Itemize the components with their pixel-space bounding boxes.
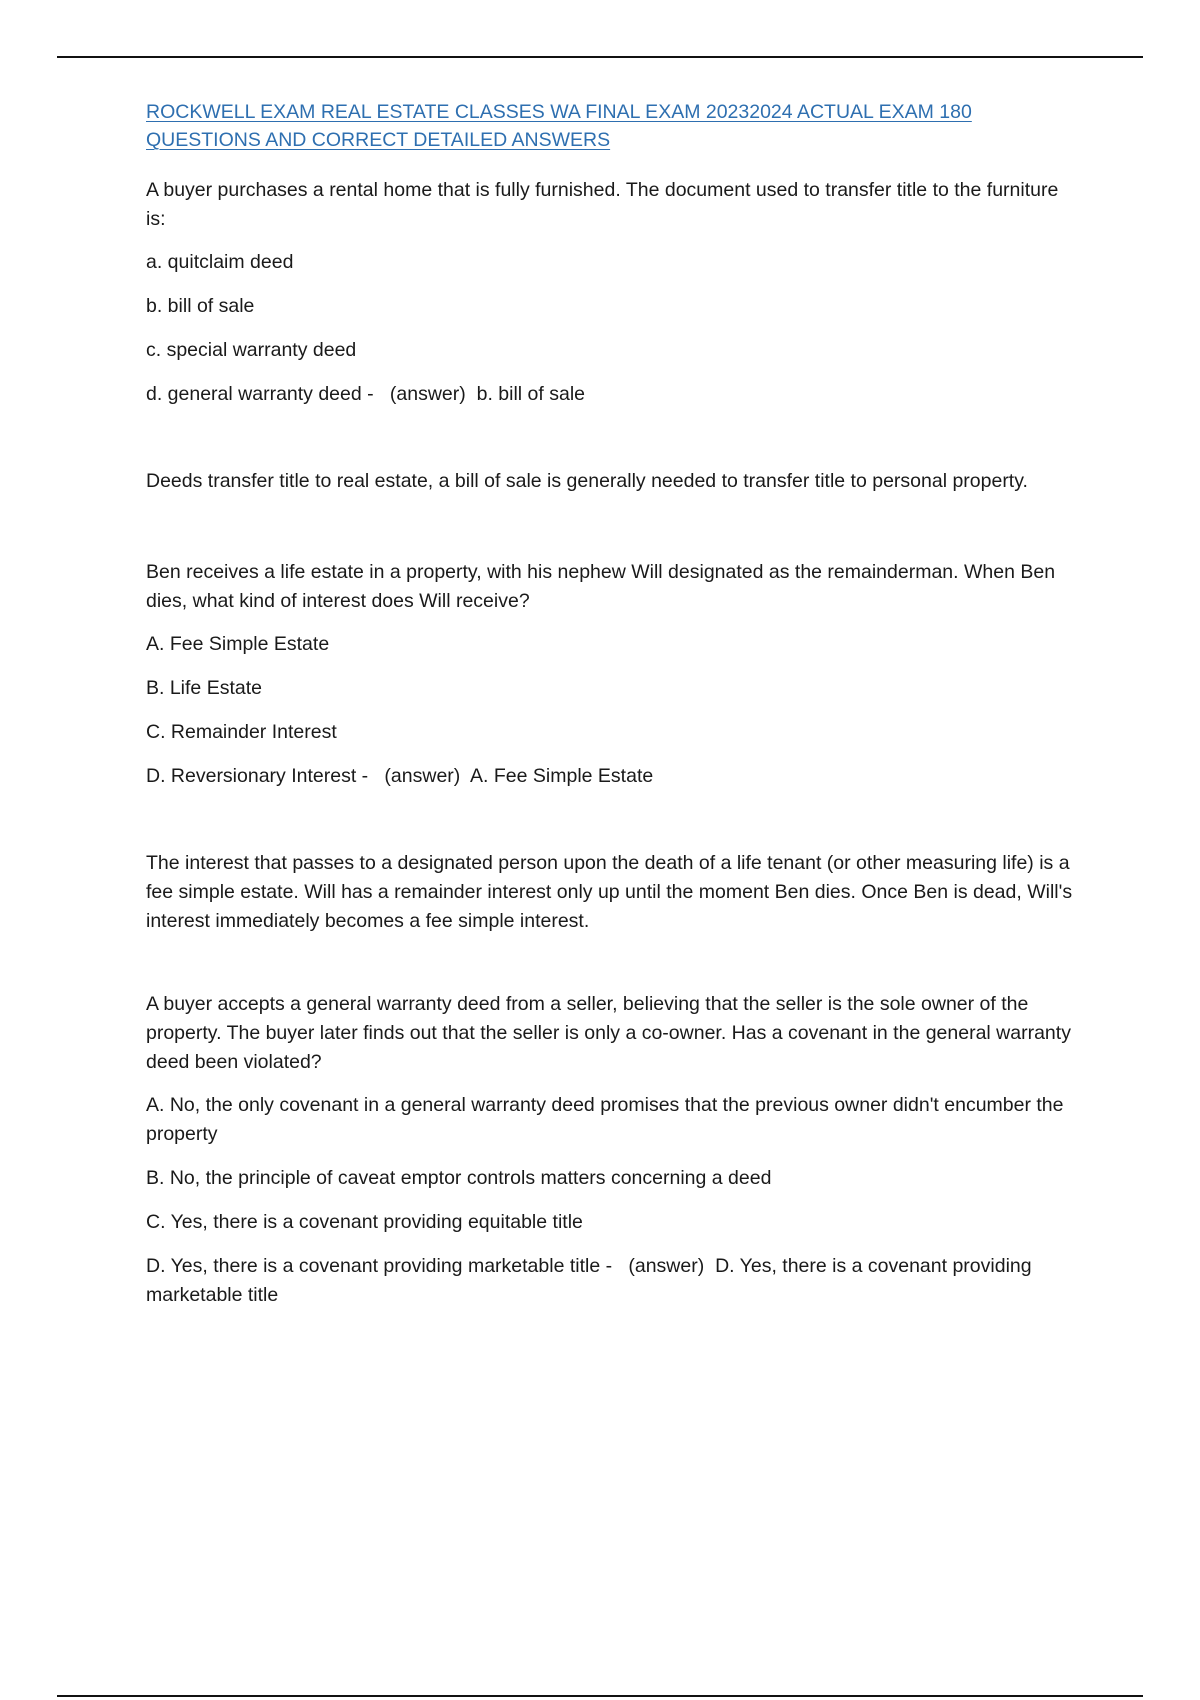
answer-option-text: D. Reversionary Interest - [146, 765, 369, 787]
answer-option: A. Fee Simple Estate [146, 633, 330, 655]
correct-answer: b. bill of sale [476, 383, 586, 405]
question-prompt: Ben receives a life estate in a property, with his nephew Will designated as the remainderman. When Ben dies, what kind of interest does Will receive? [146, 561, 1056, 612]
document-title-link[interactable]: ROCKWELL EXAM REAL ESTATE CLASSES WA FINAL EXAM 20232024 ACTUAL EXAM 180 QUESTIONS AND CORRECT DETAILED ANSWERS [146, 101, 972, 151]
answer-explanation: The interest that passes to a designated person upon the death of a life tenant (or other measuring life) is a fee simple estate. Will has a remainder interest only up until the moment Ben dies. Once Ben is dead, Will's interest immediately becomes a fee simple interest. [146, 852, 1073, 932]
answer-option: C. Remainder Interest [146, 721, 337, 743]
correct-answer: D. Yes, there is a covenant providing marketable title [146, 1255, 1032, 1306]
answer-option-with-answer [146, 380, 1081, 409]
answer-option: C. Yes, there is a covenant providing equitable title [146, 1211, 583, 1233]
bottom-rule [57, 1695, 1143, 1697]
answer-option-with-answer [146, 762, 1081, 791]
answer-option: B. Life Estate [146, 677, 262, 699]
question-prompt: A buyer purchases a rental home that is fully furnished. The document used to transfer title to the furniture is: [146, 179, 1059, 230]
question-block-2 [146, 558, 1081, 990]
answer-label: (answer) [384, 765, 461, 787]
answer-option-text: D. Yes, there is a covenant providing marketable title - [146, 1255, 613, 1277]
question-block-3 [146, 990, 1081, 1310]
answer-option: c. special warranty deed [146, 339, 357, 361]
question-prompt: A buyer accepts a general warranty deed from a seller, believing that the seller is the sole owner of the property. The buyer later finds out that the seller is only a co-owner. Has a covenant in the general warranty deed been violated? [146, 993, 1071, 1073]
answer-label: (answer) [628, 1255, 705, 1277]
question-block-1 [146, 176, 1081, 558]
answer-option: a. quitclaim deed [146, 251, 294, 273]
answer-explanation: Deeds transfer title to real estate, a bill of sale is generally needed to transfer title to personal property. [146, 470, 1028, 492]
correct-answer: A. Fee Simple Estate [470, 765, 654, 787]
answer-option: B. No, the principle of caveat emptor controls matters concerning a deed [146, 1167, 772, 1189]
answer-option: b. bill of sale [146, 295, 255, 317]
answer-option: A. No, the only covenant in a general warranty deed promises that the previous owner didn't encumber the property [146, 1094, 1064, 1145]
answer-label: (answer) [389, 383, 466, 405]
document-body [146, 98, 1081, 1310]
top-rule [57, 56, 1143, 58]
answer-option-with-answer [146, 1252, 1081, 1310]
answer-option-text: d. general warranty deed - [146, 383, 374, 405]
